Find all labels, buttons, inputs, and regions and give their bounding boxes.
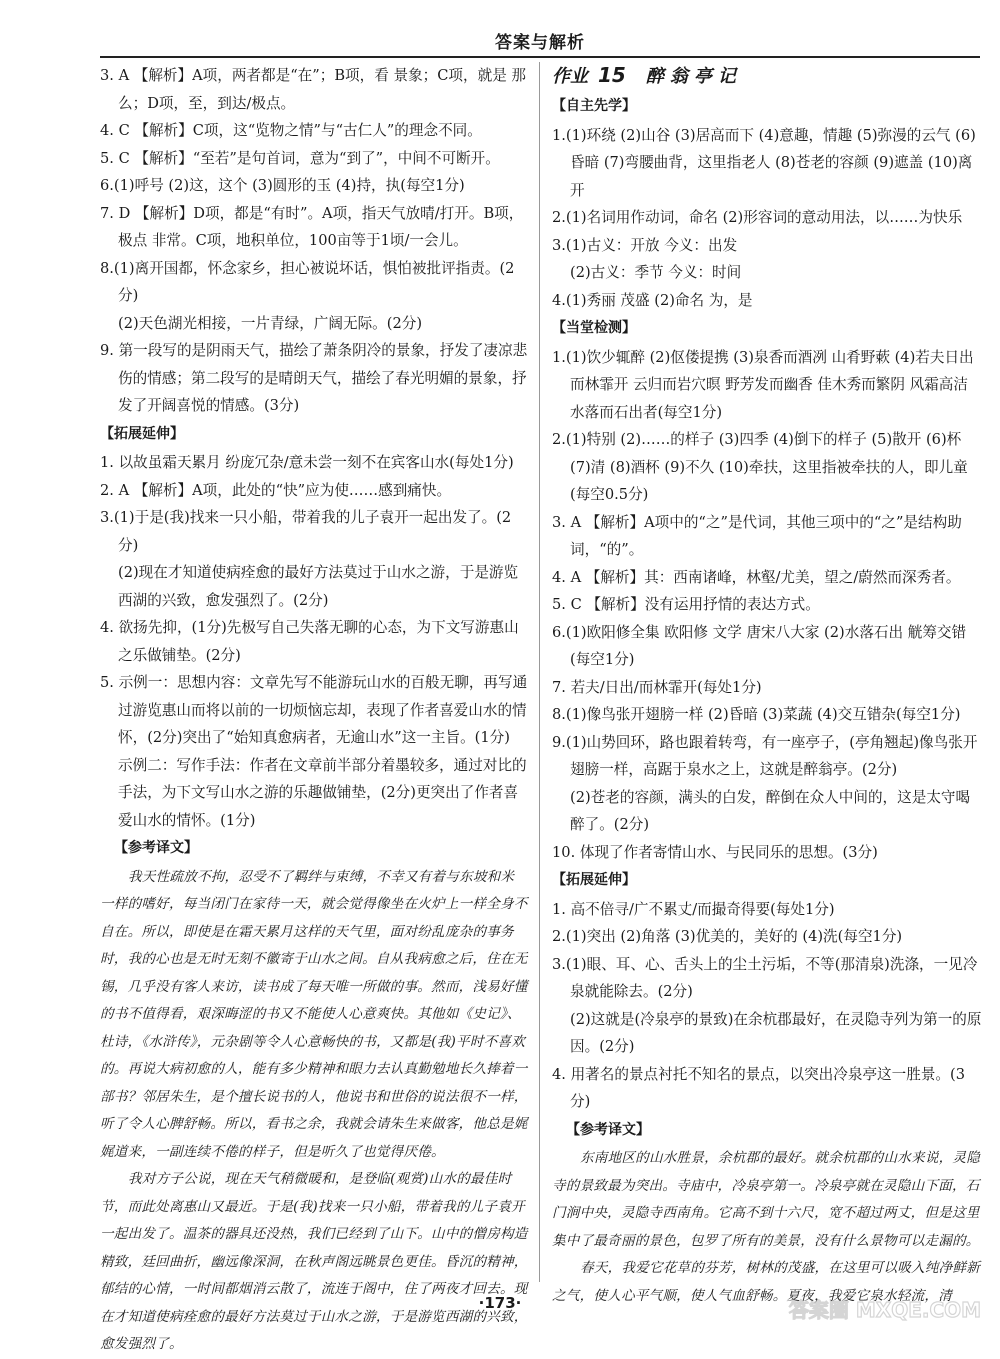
class-check-7: 7. 若夫/日出/而林霏开(每处1分)	[552, 678, 762, 696]
extension-5-example-2: 示例二：写作手法：作者在文章前半部分着墨较多，通过对比的手法，为下文写山水之游的乐趣做铺垫，(2分)更突出了作者喜爱山水的情怀。(1分)	[118, 756, 527, 829]
extension-right-3-1: 3.(1)眼、耳、心、舌头上的尘土污垢，不等(那清泉)洗涤，一见冷泉就能除去。(2分)	[552, 955, 978, 1000]
homework-name: 醉翁亭记	[645, 66, 742, 87]
class-check-6: 6.(1)欧阳修全集 欧阳修 文学 唐宋八大家 (2)水落石出 觥筹交错(每空1分)	[552, 623, 967, 668]
translation-paragraph-2: 我对方子公说，现在天气稍微暖和，是登临(观赏)山水的最佳时节，而此处离惠山又最近。于是(我)找来一只小船，带着我的儿子袁开一起出发了。温茶的器具还没热，我们已经到了山下。山中的僧房构造精致，廷回曲折，幽远像深洞，在秋声阁远眺景色更佳。昏沉的精神，郁结的心情，一时间都烟消云散了，流连于阁中，住了两夜才回去。现在才知道使病痊愈的最好方法莫过于山水之游，于是游览西湖的兴致，愈发强烈了。	[100, 1171, 528, 1352]
translation-right-paragraph-1: 东南地区的山水胜景，余杭郡的最好。就余杭郡的山水来说，灵隐寺的景致最为突出。寺庙中，冷泉亭第一。冷泉亭就在灵隐山下面，石门涧中央，灵隐寺西南角。它高不到十六尺，宽不超过两丈，但是这里集中了最奇丽的景色，包罗了所有的美景，没有什么景物可以走漏的。	[552, 1150, 981, 1249]
class-check-2: 2.(1)特别 (2)……的样子 (3)四季 (4)倒下的样子 (5)散开 (6)杯 (7)清 (8)酒杯 (9)不久 (10)牵扶，这里指被牵扶的人，即儿童(每空0.5分)	[552, 431, 968, 503]
extension-3-2: (2)现在才知道使病痊愈的最好方法莫过于山水之游，于是游览西湖的兴致，愈发强烈了。(2分)	[118, 564, 519, 609]
answer-8-1: 8.(1)离开国都，怀念家乡，担心被说坏话，惧怕被批评指责。(2分)	[100, 259, 515, 304]
section-self-study: 【自主先学】	[552, 98, 636, 114]
self-study-2: 2.(1)名词用作动词，命名 (2)形容词的意动用法，以……为快乐	[552, 209, 963, 226]
extension-right-1: 1. 高不倍寻/广不累丈/而撮奇得要(每处1分)	[552, 900, 835, 918]
class-check-8: 8.(1)像鸟张开翅膀一样 (2)昏暗 (3)菜蔬 (4)交互错杂(每空1分)	[552, 706, 961, 723]
class-check-3: 3. A 【解析】A项中的“之”是代词，其他三项中的“之”是结构助词，“的”。	[552, 513, 962, 558]
section-extension-right: 【拓展延伸】	[552, 872, 636, 888]
class-check-9-1: 9.(1)山势回环，路也跟着转弯，有一座亭子，(亭角翘起)像鸟张开翅膀一样，高踞于泉水之上，这就是醉翁亭。(2分)	[552, 733, 978, 778]
extension-2: 2. A 【解析】A项，此处的“快”应为使……感到痛快。	[100, 481, 452, 499]
extension-right-2: 2.(1)突出 (2)角落 (3)优美的，美好的 (4)洗(每空1分)	[552, 928, 903, 945]
answer-5: 5. C 【解析】“至若”是句首词，意为“到了”，中间不可断开。	[100, 149, 500, 167]
section-extension: 【拓展延伸】	[100, 425, 184, 442]
extension-4: 4. 欲扬先抑，(1分)先极写自己失落无聊的心态，为下文写游惠山之乐做铺垫。(2分)	[100, 619, 519, 664]
section-reference-translation: 【参考译文】	[114, 840, 198, 856]
section-reference-translation-right: 【参考译文】	[566, 1121, 650, 1138]
extension-1: 1. 以故虽霜天累月 纷庞冗杂/意未尝一刻不在宾客山水(每处1分)	[100, 454, 514, 471]
self-study-3-2: (2)古义：季节 今义：时间	[570, 264, 742, 281]
watermark-text: 答案圈 MXQE.COM	[788, 1298, 982, 1322]
extension-right-4: 4. 用著名的景点衬托不知名的景点，以突出冷泉亭这一胜景。(3分)	[552, 1065, 965, 1110]
page-header	[100, 22, 980, 58]
answer-7: 7. D 【解析】D项，都是“有时”。A项，指天气放晴/打开。B项，极点 非常。C项，地积单位，100亩等于1顷/一会儿。	[100, 204, 524, 249]
extension-right-3-2: (2)这就是(冷泉亭的景致)在余杭郡最好，在灵隐寺列为第一的原因。(2分)	[570, 1010, 982, 1055]
class-check-5: 5. C 【解析】没有运用抒情的表达方式。	[552, 596, 820, 613]
translation-paragraph-1: 我天性疏放不拘，忍受不了羁绊与束缚，不幸又有着与东坡和米一样的嗜好，每当闭门在家待一天，就会觉得像坐在火炉上一样全身不自在。所以，即使是在霜天累月这样的天气里，面对纷乱庞杂的事务时，我的心也是无时无刻不徽寄于山水之间。自从我病愈之后，住在无锡，几乎没有客人来访，读书成了每天唯一所做的事。然而，浅易好懂的书不值得看，艰深晦涩的书又不能使人心意爽快。其他如《史记》、杜诗，《水浒传》，元杂剧等令人心意畅快的书，又都是(我)平时不喜欢的。再说大病初愈的人，能有多少精神和眼力去认真勤勉地长久捧着一部书？邻居朱生，是个擅长说书的人，他说书和世俗的说法很不一样，听了令人心脾舒畅。所以，看书之余，我就会请朱生来做客，他总是娓娓道来，一副连续不倦的样子，但是听久了也觉得厌倦。	[100, 868, 528, 1160]
class-check-4: 4. A 【解析】其：西南诸峰，林壑/尤美，望之/蔚然而深秀者。	[552, 568, 961, 586]
self-study-4: 4.(1)秀丽 茂盛 (2)命名 为，是	[552, 291, 753, 309]
class-check-1: 1.(1)饮少辄醉 (2)伛偻提携 (3)泉香而酒冽 山肴野蔌 (4)若夫日出而林霏开 云归而岩穴暝 野芳发而幽香 佳木秀而繁阴 风霜高洁 水落而石出者(每空1分)	[552, 348, 974, 421]
homework-title	[552, 62, 982, 92]
extension-3-1: 3.(1)于是(我)找来一只小船，带着我的儿子袁开一起出发了。(2分)	[100, 509, 512, 554]
answer-9: 9. 第一段写的是阴雨天气，描绘了萧条阴冷的景象，抒发了凄凉悲伤的情感；第二段写的是晴朗天气，描绘了春光明媚的景象，抒发了开阔喜悦的情感。(3分)	[100, 342, 528, 414]
homework-label: 作业	[552, 66, 588, 87]
header-title: 答案与解析	[495, 33, 585, 53]
homework-number: 15	[598, 63, 626, 87]
answer-8-2: (2)天色湖光相接，一片青绿，广阔无际。(2分)	[118, 314, 423, 332]
column-divider	[539, 62, 540, 1282]
class-check-10: 10. 体现了作者寄情山水、与民同乐的思想。(3分)	[552, 843, 878, 861]
extension-5-example-1: 5. 示例一：思想内容：文章先写不能游玩山水的百般无聊，再写通过游览惠山而将以前的一切烦恼忘却，表现了作者喜爱山水的情怀，(2分)突出了“始知真愈病者，无逾山水”这一主旨。(1分)	[100, 674, 528, 746]
answer-4: 4. C 【解析】C项，这“览物之情”与“古仁人”的理念不同。	[100, 122, 482, 139]
section-class-check: 【当堂检测】	[552, 320, 636, 336]
translation-right-paragraph-2: 春天，我爱它花草的芬芳，树林的茂盛，在这里可以吸入纯净鲜新之气，使人心平气顺，使人气血舒畅。夏夜，我爱它泉水轻流，清	[552, 1260, 981, 1304]
self-study-1: 1.(1)环绕 (2)山谷 (3)居高而下 (4)意趣，情趣 (5)弥漫的云气 (6)昏暗 (7)弯腰曲背，这里指老人 (8)苍老的容颜 (9)遮盖 (10)离开	[552, 126, 976, 199]
right-column	[552, 62, 982, 1304]
self-study-3-1: 3.(1)古义：开放 今义：出发	[552, 236, 738, 254]
watermark-logo	[790, 1267, 980, 1345]
answer-6: 6.(1)呼号 (2)这，这个 (3)圆形的玉 (4)持，执(每空1分)	[100, 177, 465, 194]
page-number: ·173·	[478, 1294, 522, 1312]
class-check-9-2: (2)苍老的容颜，满头的白发，醉倒在众人中间的，这是太守喝醉了。(2分)	[570, 788, 971, 833]
answer-3: 3. A 【解析】A项，两者都是“在”；B项，看 景象；C项，就是 那么；D项，至，到达/极点。	[100, 67, 527, 112]
